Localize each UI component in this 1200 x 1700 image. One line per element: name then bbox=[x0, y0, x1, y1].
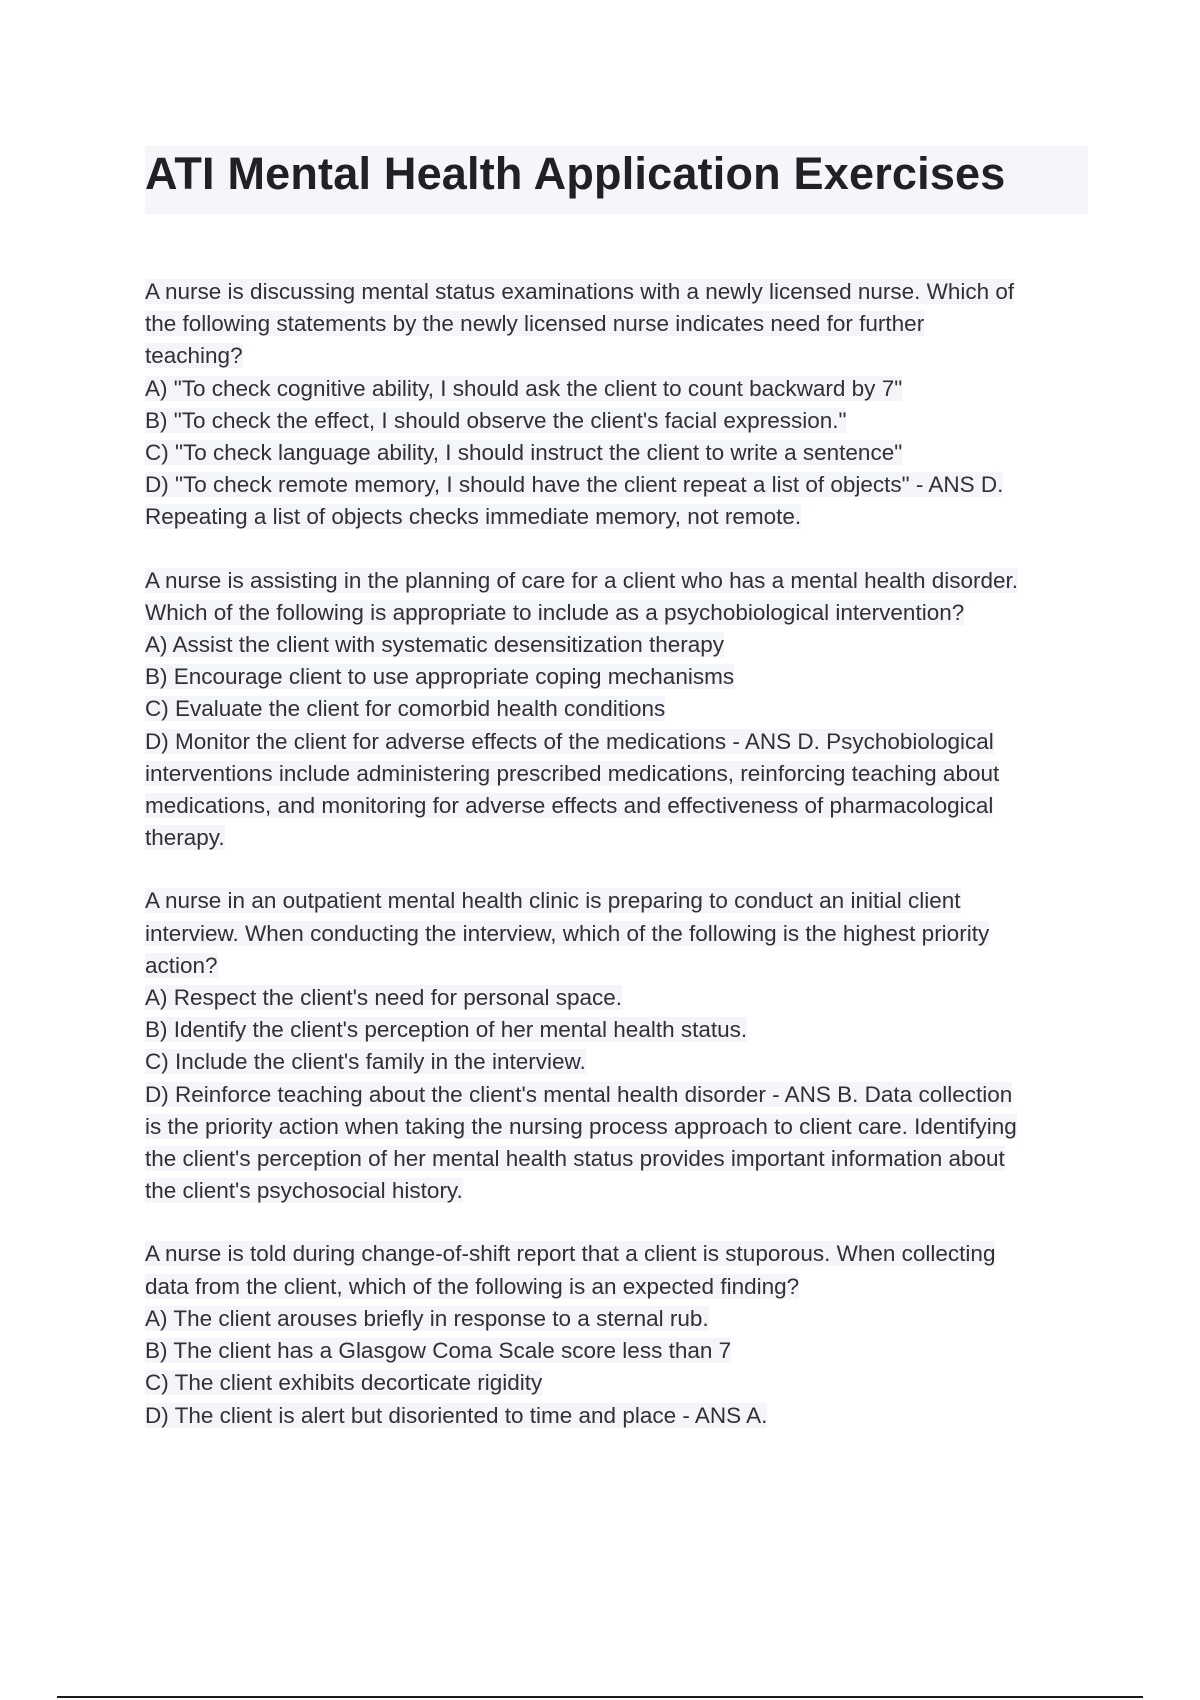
answer-option: D) The client is alert but disoriented to time and place - ANS A. bbox=[145, 1402, 768, 1428]
answer-option: C) Include the client's family in the interview. bbox=[145, 1049, 586, 1075]
question-line: Which of the following is appropriate to include as a psychobiological intervention? bbox=[145, 599, 965, 625]
question-line: teaching? bbox=[145, 343, 243, 369]
answer-option: B) Encourage client to use appropriate coping mechanisms bbox=[145, 664, 735, 690]
questions-list bbox=[145, 276, 1090, 1463]
answer-option: C) "To check language ability, I should instruct the client to write a sentence" bbox=[145, 440, 903, 466]
question-line: A nurse is discussing mental status examinations with a newly licensed nurse. Which of bbox=[145, 279, 1015, 304]
question-block-3 bbox=[145, 885, 1090, 1207]
answer-rationale: the client's perception of her mental health status provides important information about bbox=[145, 1146, 1005, 1172]
answer-rationale: therapy. bbox=[145, 825, 225, 851]
answer-option: B) Identify the client's perception of her mental health status. bbox=[145, 1017, 748, 1043]
title-block bbox=[145, 146, 1088, 214]
answer-option: A) The client arouses briefly in response to a sternal rub. bbox=[145, 1305, 709, 1331]
answer-rationale: medications, and monitoring for adverse effects and effectiveness of pharmacological bbox=[145, 793, 994, 819]
question-line: action? bbox=[145, 952, 218, 978]
question-block-1 bbox=[145, 276, 1090, 534]
answer-option: B) "To check the effect, I should observe the client's facial expression." bbox=[145, 407, 847, 433]
question-line: A nurse in an outpatient mental health clinic is preparing to conduct an initial client bbox=[145, 888, 961, 914]
answer-rationale: is the priority action when taking the nursing process approach to client care. Identifying bbox=[145, 1113, 1017, 1139]
answer-option: B) The client has a Glasgow Coma Scale score less than 7 bbox=[145, 1338, 732, 1364]
answer-option: D) Reinforce teaching about the client's mental health disorder - ANS B. Data collection bbox=[145, 1081, 1013, 1107]
answer-option: D) "To check remote memory, I should have the client repeat a list of objects" - ANS D. bbox=[145, 472, 1004, 498]
answer-rationale: interventions include administering prescribed medications, reinforcing teaching about bbox=[145, 760, 1000, 786]
answer-option: A) Respect the client's need for personal space. bbox=[145, 985, 623, 1011]
question-line: interview. When conducting the interview, which of the following is the highest priority bbox=[145, 920, 990, 946]
question-line: the following statements by the newly licensed nurse indicates need for further bbox=[145, 311, 925, 337]
page-title: ATI Mental Health Application Exercises bbox=[145, 148, 1006, 199]
answer-option: D) Monitor the client for adverse effects of the medications - ANS D. Psychobiological bbox=[145, 728, 994, 754]
answer-rationale: Repeating a list of objects checks immediate memory, not remote. bbox=[145, 504, 802, 530]
question-line: data from the client, which of the following is an expected finding? bbox=[145, 1273, 800, 1299]
question-line: A nurse is assisting in the planning of care for a client who has a mental health disorder. bbox=[145, 567, 1019, 593]
page-bottom-divider bbox=[57, 1696, 1143, 1698]
answer-option: A) Assist the client with systematic desensitization therapy bbox=[145, 632, 725, 658]
question-block-4 bbox=[145, 1238, 1090, 1431]
answer-rationale: the client's psychosocial history. bbox=[145, 1178, 463, 1204]
answer-option: C) The client exhibits decorticate rigidity bbox=[145, 1370, 543, 1396]
answer-option: A) "To check cognitive ability, I should ask the client to count backward by 7" bbox=[145, 375, 903, 401]
answer-option: C) Evaluate the client for comorbid health conditions bbox=[145, 696, 666, 722]
question-line: A nurse is told during change-of-shift report that a client is stuporous. When collecting bbox=[145, 1241, 996, 1267]
question-block-2 bbox=[145, 565, 1090, 855]
